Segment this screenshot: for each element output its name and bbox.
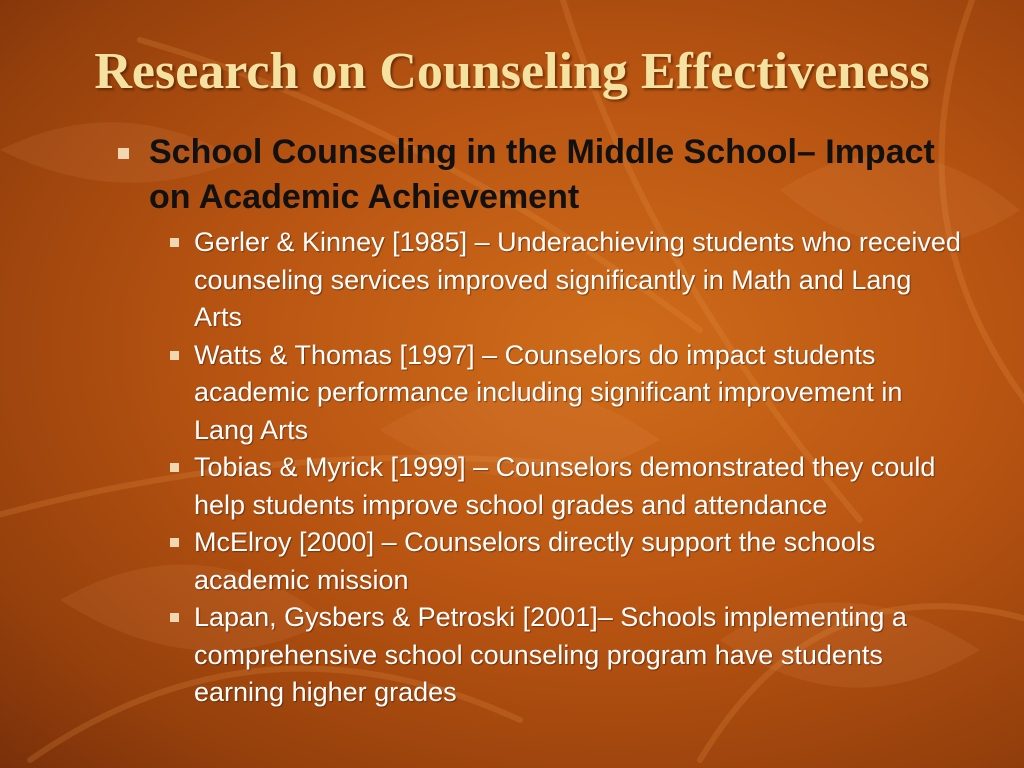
list-item bbox=[170, 449, 978, 524]
bullet-square-icon bbox=[170, 613, 179, 622]
sub-bullet-text: McElroy [2000] – Counselors directly support the schools academic mission bbox=[194, 527, 876, 595]
main-bullet bbox=[118, 130, 978, 712]
sub-bullet-text: Tobias & Myrick [1999] – Counselors demonstrated they could help students improve school grades and attendance bbox=[194, 452, 936, 520]
bullet-square-icon bbox=[170, 538, 179, 547]
list-item bbox=[170, 524, 978, 599]
list-item bbox=[170, 224, 978, 337]
list-item bbox=[170, 599, 978, 712]
sub-bullet-text: Gerler & Kinney [1985] – Underachieving students who received counseling services improved significantly in Math and Lang Arts bbox=[194, 227, 961, 332]
slide-title: Research on Counseling Effectiveness bbox=[94, 43, 930, 100]
main-bullet-heading: School Counseling in the Middle School– Impact on Academic Achievement bbox=[149, 133, 935, 216]
sub-bullet-list bbox=[170, 224, 978, 712]
bullet-square-icon bbox=[170, 463, 179, 472]
sub-bullet-text: Watts & Thomas [1997] – Counselors do impact students academic performance including significant improvement in Lang Arts bbox=[194, 339, 903, 445]
bullet-square-icon bbox=[118, 148, 129, 159]
bullet-square-icon bbox=[170, 238, 179, 247]
bullet-square-icon bbox=[170, 351, 179, 360]
sub-bullet-text: Lapan, Gysbers & Petroski [2001]– Schools implementing a comprehensive school counseling program have students earning higher grades bbox=[194, 602, 907, 707]
list-item bbox=[170, 337, 978, 450]
